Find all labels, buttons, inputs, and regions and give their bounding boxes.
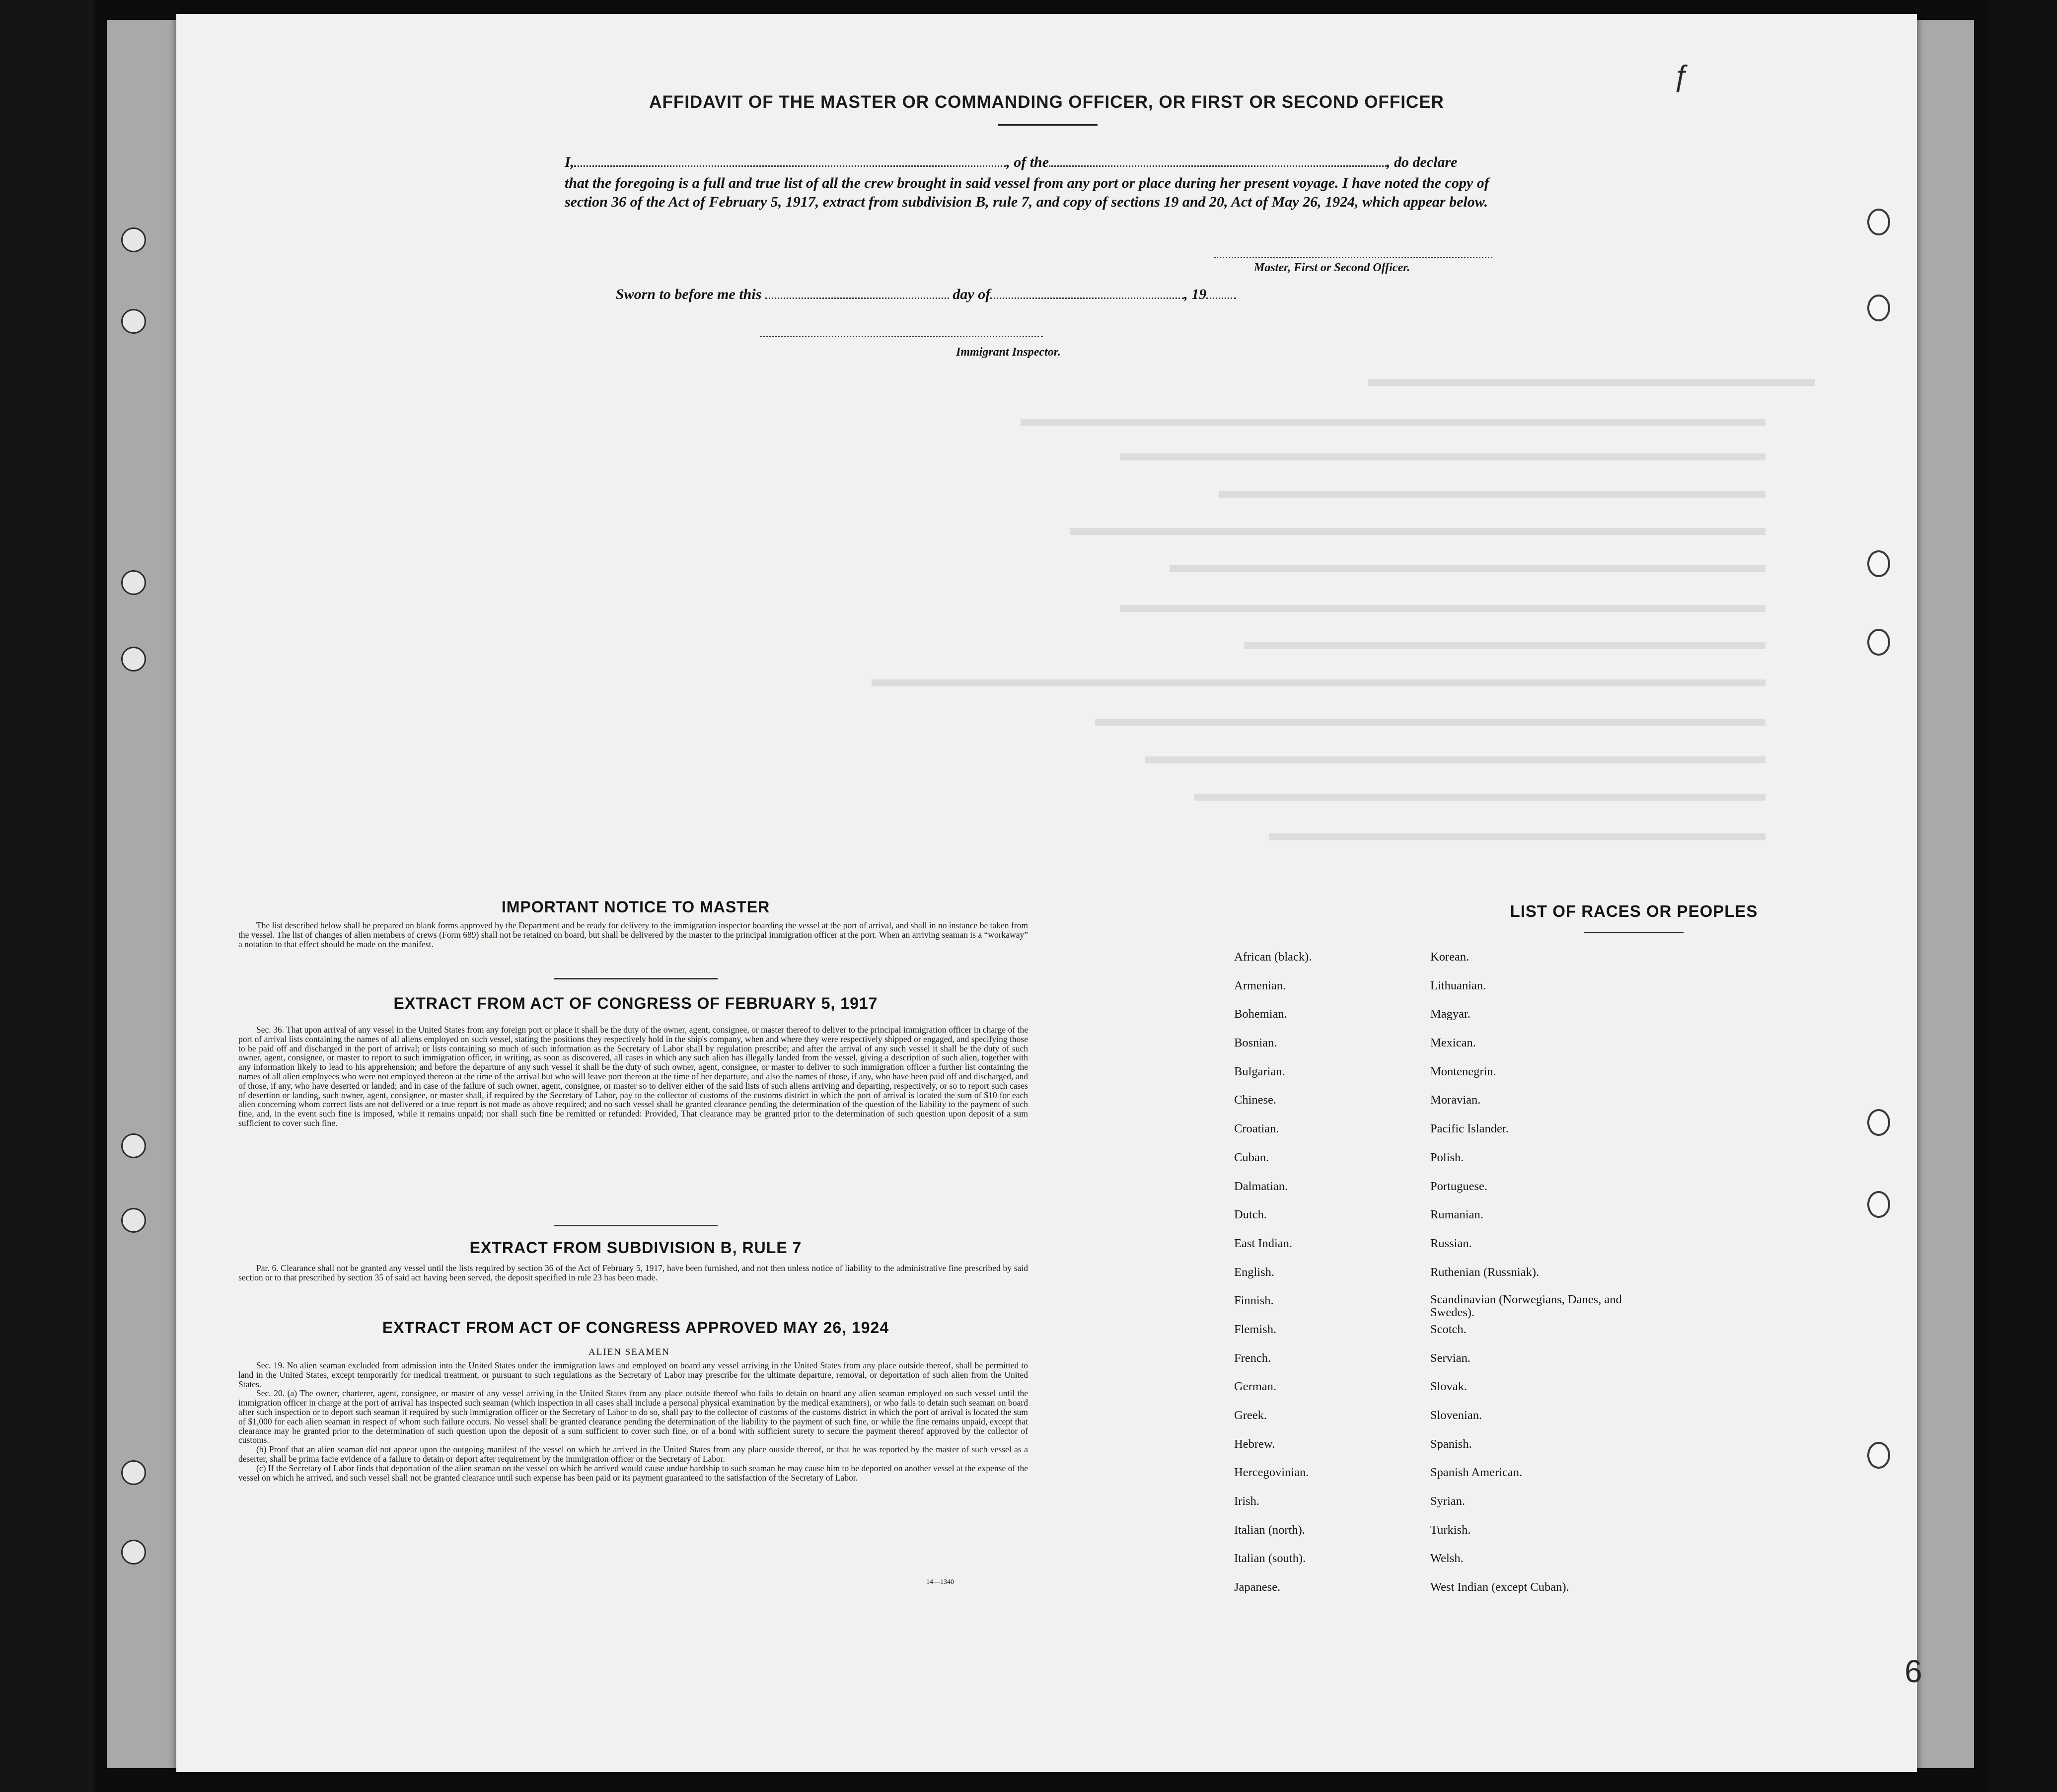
race-item: Finnish.	[1234, 1294, 1274, 1308]
extract-1917-heading: EXTRACT FROM ACT OF CONGRESS OF FEBRUARY 5, 1917	[393, 994, 878, 1012]
race-item: Pacific Islander.	[1430, 1122, 1509, 1136]
race-item: Bosnian.	[1234, 1036, 1277, 1050]
race-item: East Indian.	[1234, 1236, 1293, 1250]
film-hole	[121, 1208, 146, 1233]
race-item: Hercegovinian.	[1234, 1466, 1309, 1480]
race-item: Slovenian.	[1430, 1409, 1482, 1422]
race-item: Spanish American.	[1430, 1466, 1523, 1480]
punch-hole	[1867, 1191, 1890, 1218]
notice-paragraph: The list described below shall be prepared on blank forms approved by the Department and be ready for delivery to the immigration inspector boarding the vessel at the port of arrival, and shall in no instance be taken from the vessel. The list of changes of alien members of crews (Form 689) shall not be retained on board, but shall be delivered by the master to the principal immigration officer at the port. When an arriving seaman is a “workaway” a notation to that effect should be made on the manifest.	[238, 920, 1028, 949]
race-item: Bohemian.	[1234, 1007, 1287, 1021]
punch-hole	[1867, 209, 1890, 235]
race-item: Italian (north).	[1234, 1523, 1305, 1537]
race-item: Spanish.	[1430, 1437, 1472, 1451]
extract-1924-text	[238, 1361, 1028, 1482]
film-hole	[121, 227, 146, 252]
race-item: West Indian (except Cuban).	[1430, 1580, 1569, 1594]
race-item: Flemish.	[1234, 1322, 1277, 1336]
race-item: Croatian.	[1234, 1122, 1279, 1136]
title-rule	[998, 124, 1098, 126]
sec-20b-paragraph: (b) Proof that an alien seaman did not appear upon the outgoing manifest of the vessel on which he arrived in the United States from any place outside thereof, or that he was reported by the master of such vessel as a deserter, shall be prima facie evidence of a failure to detain or deport after requirement by the immigration officer or the Secretary of Labor.	[238, 1444, 1028, 1464]
sec-20a-paragraph: Sec. 20. (a) The owner, charterer, agent, consignee, or master of any vessel arriving in the United States from any place outside thereof who fails to detain on board any alien seaman employed on such vessel until the immigration officer in charge at the port of arrival has inspected such seaman (which inspection in all cases shall include a personal physical examination by the medical examiners), or who fails to detain such seaman on board after such inspection or to deport such seaman if required by such immigration officer or the Secretary of Labor to do so, shall pay to the collector of customs of the customs district in which the port of arrival is located the sum of $1,000 for each alien seaman in respect of whom such failure occurs. No vessel shall be granted clearance pending the determination of the liability to the payment of such fine, or while the fine remains unpaid, except that clearance may be granted prior to the determination of such question upon the deposit of a sum sufficient to cover such fine, or of a bond with sufficient surety to secure the payment thereof approved by the collector of customs.	[238, 1388, 1028, 1445]
film-hole	[121, 647, 146, 672]
punch-hole	[1867, 295, 1890, 321]
race-item: Italian (south).	[1234, 1552, 1306, 1566]
race-item: African (black).	[1234, 950, 1312, 964]
race-item: Welsh.	[1430, 1552, 1464, 1566]
race-item: Korean.	[1430, 950, 1469, 964]
film-hole	[121, 309, 146, 334]
punch-hole	[1867, 550, 1890, 577]
punch-hole	[1867, 629, 1890, 656]
race-item: Lithuanian.	[1430, 978, 1486, 992]
race-item: Chinese.	[1234, 1093, 1277, 1107]
inspector-caption: Immigrant Inspector.	[956, 346, 1061, 359]
form-number: 14—1340	[926, 1578, 954, 1586]
race-item: Syrian.	[1430, 1494, 1466, 1508]
declaration-line	[565, 154, 1457, 171]
races-heading: LIST OF RACES OR PEOPLES	[1510, 902, 1758, 920]
race-item: English.	[1234, 1265, 1274, 1279]
film-strip-left	[0, 0, 94, 1792]
race-item: Irish.	[1234, 1494, 1260, 1508]
master-signature-caption: Master, First or Second Officer.	[1254, 261, 1410, 274]
race-item: Rumanian.	[1430, 1208, 1483, 1222]
par-6-paragraph: Par. 6. Clearance shall not be granted any vessel until the lists required by section 36 of the Act of February 5, 1917, have been furnished, and not then unless notice of liability to the administrative fine prescribed by said section or to that prescribed by section 35 of said act having been served, the deposit specified in rule 23 has been made.	[238, 1263, 1028, 1282]
race-item: Dutch.	[1234, 1208, 1267, 1222]
extract-1917-text	[238, 1025, 1028, 1128]
extract-1924-heading: EXTRACT FROM ACT OF CONGRESS APPROVED MAY 26, 1924	[382, 1319, 889, 1337]
race-item: Servian.	[1430, 1351, 1470, 1365]
corner-handwritten-mark: ƒ	[1674, 59, 1690, 92]
race-item: Slovak.	[1430, 1380, 1468, 1394]
race-item: Scotch.	[1430, 1322, 1467, 1336]
races-title-rule	[1584, 932, 1684, 933]
sworn-line	[616, 286, 1236, 303]
race-item: Polish.	[1430, 1150, 1464, 1164]
film-strip-right	[1987, 0, 2057, 1792]
film-hole	[121, 1133, 146, 1158]
sworn-day-blank[interactable]	[765, 298, 949, 299]
race-item: German.	[1234, 1380, 1277, 1394]
races-column-1	[1234, 950, 1423, 1609]
race-item: Armenian.	[1234, 978, 1286, 992]
race-item: Japanese.	[1234, 1580, 1281, 1594]
vessel-blank[interactable]	[1049, 165, 1387, 167]
declarant-prefix: I,	[565, 154, 575, 170]
race-item: Scandinavian (Norwegians, Danes, and Swedes).	[1430, 1293, 1622, 1320]
sec-36-paragraph: Sec. 36. That upon arrival of any vessel in the United States from any foreign port or place it shall be the duty of the owner, agent, consignee, or master thereof to deliver to the principal immigration officer in charge of the port of arrival lists containing the names of all aliens employed on such vessel, stating the positions they respectively hold in the ship's company, when and where they were respectively shipped or engaged, and specifying those to be paid off and discharged in the port of arrival; or lists containing so much of such information as the Secretary of Labor shall by regulation prescribe; and after the arrival of any such vessel it shall be the duty of such owner, agent, consignee, or master to report to such immigration officer, in writing, as soon as discovered, all cases in which any such alien has illegally landed from the vessel, giving a description of such alien, together with any information likely to lead to his apprehension; and before the departure of any such vessel it shall be the duty of such owner, agent, consignee, or master to deliver to such immigration officer a further list containing the names of all alien employees who were not employed thereon at the time of the arrival but who will leave port thereon at the time of her departure, and also the names of those, if any, who have been paid off and discharged, and of those, if any, who have deserted or landed; and in case of the failure of such owner, agent, consignee, or master so to deliver either of the said lists of such aliens arriving and departing, respectively, or so to report such cases of desertion or landing, such owner, agent, consignee, or master shall, if required by the Secretary of Labor, pay to the collector of customs of the customs district in which the port of arrival is located the sum of $10 for each alien concerning whom correct lists are not delivered or a true report is not made as above required; and no such vessel shall be granted clearance pending the determination of the question of the liability to the payment of such fine, and, in the event such fine is imposed, while it remains unpaid; nor shall such fine be remitted or refunded: Provided, That clearance may be granted prior to the determination of such question upon deposit of a sum sufficient to cover such fine.	[238, 1025, 1028, 1128]
document-page	[176, 14, 1922, 1772]
extract-rule7-text	[238, 1264, 1028, 1282]
race-item: Hebrew.	[1234, 1437, 1275, 1451]
year-prefix: , 19	[1184, 286, 1207, 302]
punch-hole	[1867, 1442, 1890, 1469]
affidavit-title: AFFIDAVIT OF THE MASTER OR COMMANDING OFFICER, OR FIRST OR SECOND OFFICER	[649, 92, 1444, 112]
day-of-text: day of	[953, 286, 991, 302]
races-column-2	[1430, 950, 1689, 1609]
sec-20c-paragraph: (c) If the Secretary of Labor finds that deportation of the alien seaman on the vessel on which he arrived would cause undue hardship to such seaman he may cause him to be deported on another vessel at the expense of the vessel on which he arrived, and such vessel shall not be granted clearance until such expense has been paid or its payment guaranteed to the satisfaction of the Secretary of Labor.	[238, 1463, 1028, 1483]
film-hole	[121, 1460, 146, 1485]
inspector-signature-line[interactable]	[760, 335, 1043, 337]
race-item: Magyar.	[1430, 1007, 1470, 1021]
race-item: Greek.	[1234, 1409, 1267, 1422]
race-item: Cuban.	[1234, 1150, 1269, 1164]
film-hole	[121, 1540, 146, 1565]
sworn-year-blank[interactable]	[1206, 298, 1236, 299]
declare-text: , do declare	[1387, 154, 1458, 170]
race-item: Mexican.	[1430, 1036, 1476, 1050]
race-item: Portuguese.	[1430, 1179, 1487, 1193]
notice-text	[238, 921, 1028, 949]
sec-19-paragraph: Sec. 19. No alien seaman excluded from admission into the United States under the immigration laws and employed on board any vessel arriving in the United States from any place outside thereof, shall be permitted to land in the United States, except temporarily for medical treatment, or pursuant to such regulations as the Secretary of Labor may prescribe for the ultimate departure, removal, or deportation of such alien from the United States.	[238, 1360, 1028, 1389]
race-item: Bulgarian.	[1234, 1064, 1285, 1078]
punch-hole	[1867, 1109, 1890, 1136]
section-divider	[554, 1225, 718, 1226]
section-divider	[554, 978, 718, 979]
race-item: Montenegrin.	[1430, 1064, 1496, 1078]
of-the-text: , of the	[1006, 154, 1049, 170]
race-item: Dalmatian.	[1234, 1179, 1288, 1193]
extract-rule7-heading: EXTRACT FROM SUBDIVISION B, RULE 7	[469, 1239, 802, 1257]
film-hole	[121, 570, 146, 595]
race-item: French.	[1234, 1351, 1271, 1365]
name-blank[interactable]	[574, 165, 1006, 167]
notice-heading: IMPORTANT NOTICE TO MASTER	[501, 898, 770, 916]
race-item: Moravian.	[1430, 1093, 1481, 1107]
handwritten-page-number: 6	[1905, 1653, 1922, 1689]
race-item: Russian.	[1430, 1236, 1472, 1250]
sworn-month-blank[interactable]	[990, 298, 1184, 299]
sworn-text: Sworn to before me this	[616, 286, 762, 302]
race-item: Turkish.	[1430, 1523, 1471, 1537]
master-signature-line[interactable]	[1214, 256, 1492, 258]
affidavit-body: that the foregoing is a full and true list of all the crew brought in said vessel from any port or place during her present voyage. I have noted the copy of section 36 of the Act of February 5, 1917, extract from subdivision B, rule 7, and copy of sections 19 and 20, Act of May 26, 1924, which appear below.	[565, 175, 1489, 210]
race-item: Ruthenian (Russniak).	[1430, 1265, 1540, 1279]
alien-seamen-caption: ALIEN SEAMEN	[588, 1347, 670, 1357]
